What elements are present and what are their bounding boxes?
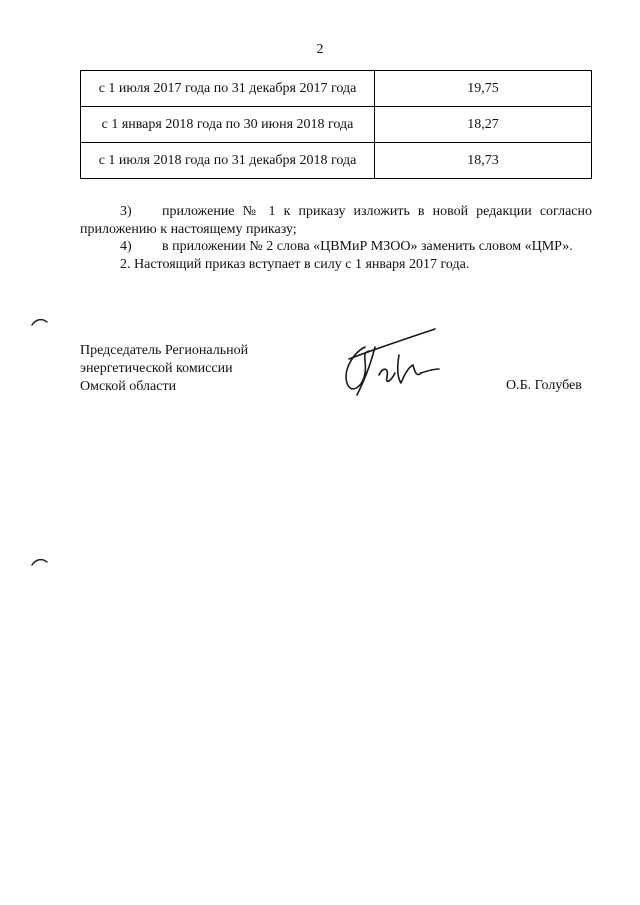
margin-mark xyxy=(30,316,50,328)
table-cell-period: с 1 июля 2017 года по 31 декабря 2017 года xyxy=(81,71,375,107)
signer-title-line-2: энергетической комиссии xyxy=(80,361,233,376)
table-row xyxy=(81,143,592,179)
item-3-number: 3) xyxy=(120,204,132,219)
table-row xyxy=(81,107,592,143)
item-2-effective-date: 2. Настоящий приказ вступает в силу с 1 января 2017 года. xyxy=(120,256,470,272)
item-4-number: 4) xyxy=(120,239,132,254)
table-cell-period: с 1 января 2018 года по 30 июня 2018 года xyxy=(81,107,375,143)
table-row xyxy=(81,71,592,107)
handwritten-signature xyxy=(335,325,445,405)
table-cell-period: с 1 июля 2018 года по 31 декабря 2018 года xyxy=(81,143,375,179)
table-cell-value: 18,73 xyxy=(375,143,592,179)
page-number: 2 xyxy=(316,42,324,57)
signer-title xyxy=(80,342,248,396)
signer-title-line-1: Председатель Региональной xyxy=(80,343,249,358)
item-3-text: приложение № 1 к приказу изложить в новой редакции согласно приложению к настоящему приказу; xyxy=(80,204,592,237)
order-items xyxy=(80,203,592,273)
signer-title-line-3: Омской области xyxy=(80,379,177,394)
signer-name: О.Б. Голубев xyxy=(506,378,582,393)
item-4 xyxy=(80,238,592,256)
item-4-text: в приложении № 2 слова «ЦВМиР МЗОО» заменить словом «ЦМР». xyxy=(162,239,573,254)
table-cell-value: 18,27 xyxy=(375,107,592,143)
item-3 xyxy=(80,203,592,238)
margin-mark xyxy=(30,556,50,568)
table-cell-value: 19,75 xyxy=(375,71,592,107)
tariff-table xyxy=(80,70,592,179)
